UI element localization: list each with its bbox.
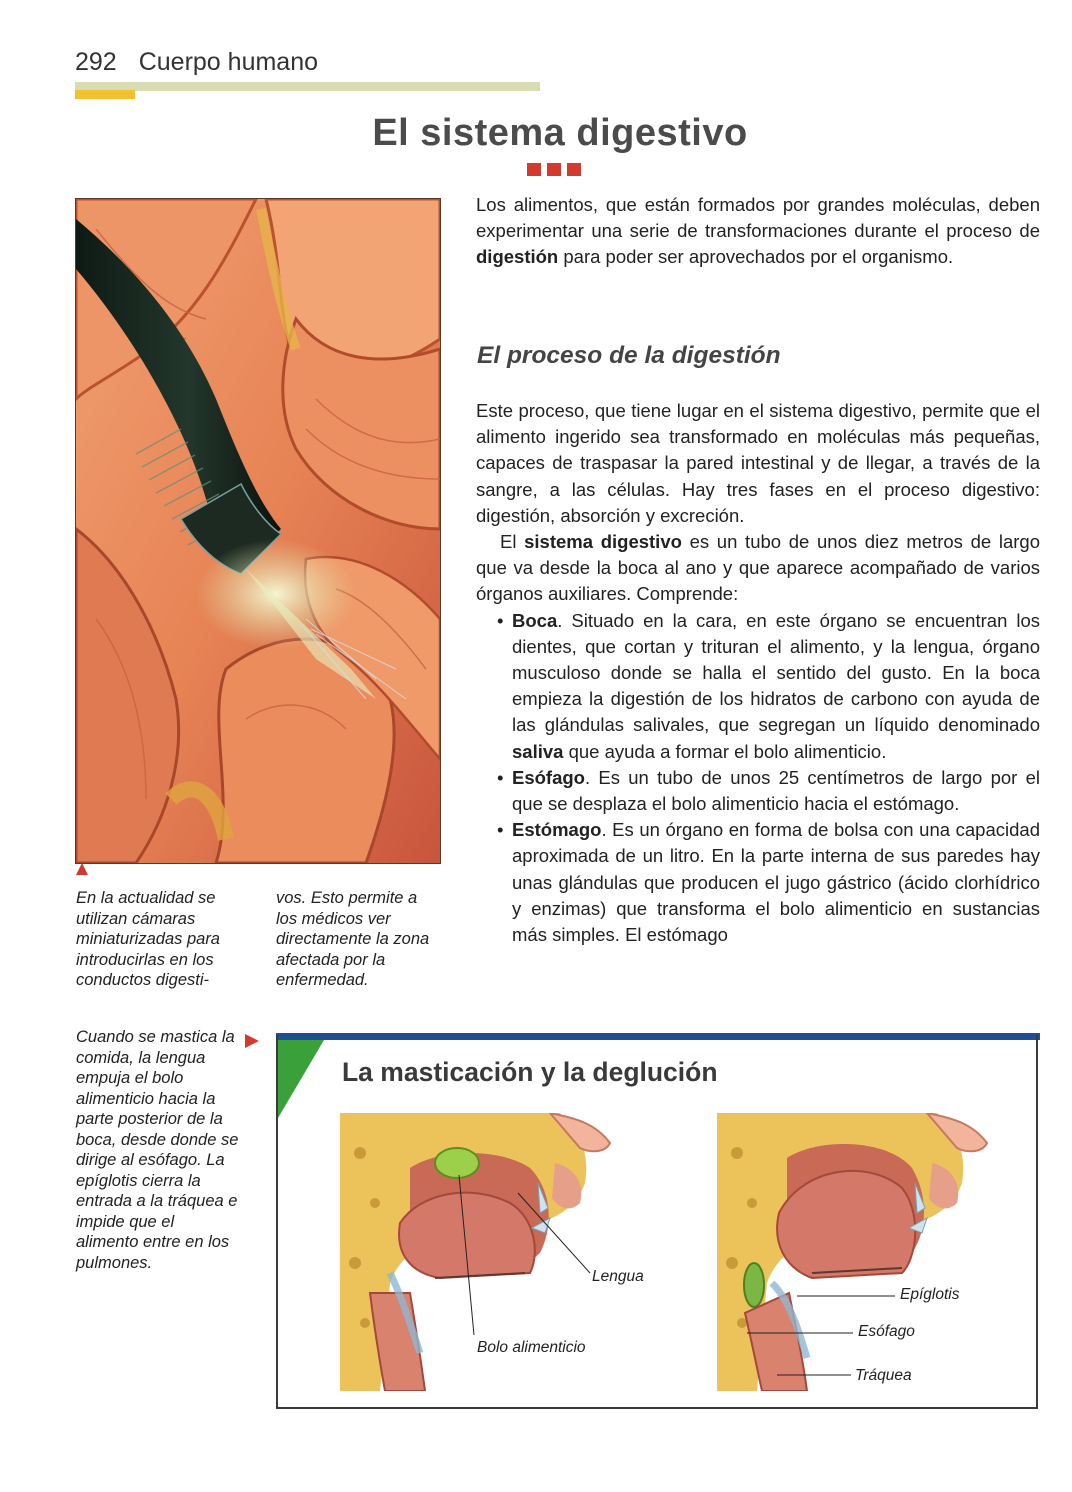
section-body [476,398,1040,948]
paragraph-2: El sistema digestivo es un tubo de unos diez metros de largo que va desde la boca al ano y que aparece acompañado de varios órganos auxiliares. Comprende: [476,531,1040,605]
page-title: El sistema digestivo [372,112,748,154]
label-esofago: Esófago [858,1323,915,1340]
paragraph-1: Este proceso, que tiene lugar en el sistema digestivo, permite que el alimento ingerido sea transformado en moléculas más pequeñas, capaces de traspasar la pared intestinal y de llegar, a través de la sangre, a las células. Hay tres fases en el proceso digestivo: digestión, absorción y excreción. [476,400,1040,526]
intro-paragraph: Los alimentos, que están formados por grandes moléculas, deben experimentar una serie de transformaciones durante el proceso de digestión para poder ser aprovechados por el organismo. [476,194,1040,268]
header-rule [75,82,540,91]
endoscope-illustration [75,198,441,864]
running-header [75,48,318,77]
label-lengua: Lengua [592,1268,644,1285]
label-epiglotis: Epíglotis [900,1286,960,1303]
caption-pointer-icon [75,862,89,876]
header-rule-accent [75,90,135,99]
label-bolo: Bolo alimenticio [477,1339,586,1356]
label-traquea: Tráquea [855,1367,912,1384]
deglution-diagram [717,1113,997,1391]
bullet-estomago: • Estómago. Es un órgano en forma de bolsa con una capacidad aproximada de un litro. En la parte interna de sus paredes hay unas glándulas que producen el jugo gástrico (ácido clorhídrico y enzimas) que transforma el bolo alimenticio en sustancias más simples. El estómago [497,819,1040,946]
photo-caption-part2: vos. Esto permite a los médicos ver directamente la zona afectada por la enfermedad. [276,889,430,989]
section-heading: El proceso de la digestión [477,342,781,369]
bullet-esofago: • Esófago. Es un tubo de unos 25 centímetros de largo por el que se desplaza el bolo alimenticio hacia el estómago. [497,766,1040,815]
page-number: 292 [75,48,117,76]
mastication-caption: Cuando se mastica la comida, la lengua empuja el bolo alimenticio hacia la parte posterior de la boca, desde donde se dirige al esófago. La epíglotis cierra la entrada a la tráquea e impide que el alimento entre en los pulmones. [76,1028,239,1272]
box-corner-ornament [278,1040,324,1118]
box-title: La masticación y la deglución [342,1057,718,1087]
caption-pointer-right-icon [244,1033,260,1049]
photo-caption-part1: En la actualidad se utilizan cámaras miniaturizadas para introducirlas en los conductos digesti- [76,889,220,989]
section-name: Cuerpo humano [138,48,319,76]
bullet-boca: • Boca. Situado en la cara, en este órgano se encuentran los dientes, que cortan y trituran el alimento, y la lengua, órgano musculoso donde se halla el sentido del gusto. En la boca empieza la digestión de los hidratos de carbono con ayuda de las glándulas salivales, que segregan un líquido denominado saliva que ayuda a formar el bolo alimenticio. [497,609,1040,762]
title-ornament [527,163,587,181]
